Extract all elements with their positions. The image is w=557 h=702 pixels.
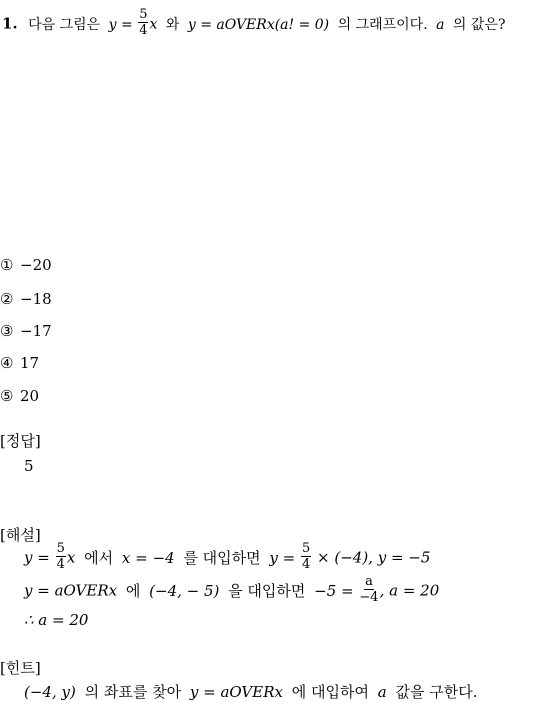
option-1[interactable] (0, 256, 52, 274)
hint-text2: 에 대입하여 (291, 683, 369, 701)
fraction-denominator: 4 (301, 557, 311, 572)
expl2-text2: 을 대입하면 (228, 581, 306, 600)
option-2[interactable] (0, 290, 52, 308)
expl1-fraction (56, 542, 66, 571)
hint-eq: y = aOVERx (189, 683, 283, 701)
hint-var: a (377, 683, 387, 701)
explanation-line-2 (24, 574, 440, 606)
expl2-text: 에 (125, 581, 141, 600)
expl2-point: (−4, − 5) (149, 581, 220, 600)
expl1-rhs-fraction (301, 542, 311, 571)
explanation-line-1 (24, 541, 431, 573)
expl2-fraction (359, 575, 378, 604)
option-value: −17 (20, 322, 52, 340)
fraction-denominator: 4 (56, 557, 65, 572)
expl1-text2: 를 대입하면 (183, 548, 261, 567)
expl1-rhs-lhs: y = (269, 548, 296, 567)
hint-point: (−4, y) (24, 683, 76, 701)
option-value: 17 (20, 354, 40, 372)
hint-text1: 의 좌표를 찾아 (84, 683, 182, 701)
question-eq1-var: x (149, 16, 158, 33)
question-var-a: a (436, 16, 445, 33)
fraction-denominator: 4 (139, 23, 148, 38)
option-value: −20 (20, 256, 52, 274)
expl2-eq: y = aOVERx (24, 581, 118, 600)
expl1-text: 에서 (84, 548, 114, 567)
question-conj: 와 (165, 16, 180, 33)
option-4[interactable] (0, 354, 39, 372)
question-number: 1. (2, 14, 18, 33)
fraction-numerator: 5 (56, 541, 65, 556)
option-3[interactable] (0, 322, 52, 340)
answer-label: [정답] (0, 432, 41, 450)
option-marker: ③ (0, 322, 14, 340)
explanation-line-3: ∴ a = 20 (24, 611, 89, 629)
expl2-lhs: −5 = (314, 581, 354, 600)
question-line (2, 7, 506, 39)
expl1-rhs-tail: × (−4), y = −5 (317, 548, 431, 567)
option-value: 20 (20, 387, 40, 405)
question-eq2: y = aOVERx(a! = 0) (187, 16, 330, 33)
option-marker: ⑤ (0, 387, 14, 405)
question-eq1-fraction (138, 8, 148, 37)
fraction-numerator: 5 (301, 541, 311, 556)
question-text-a: 다음 그림은 (28, 16, 101, 33)
expl1-sub: x = −4 (121, 548, 175, 567)
fraction-numerator: a (365, 574, 373, 589)
fraction-denominator: −4 (359, 590, 379, 605)
option-marker: ① (0, 256, 14, 274)
answer-value: 5 (24, 457, 34, 475)
expl1-lhs: y = (24, 548, 50, 567)
option-marker: ④ (0, 354, 14, 372)
question-text-b: 의 그래프이다. (337, 16, 428, 33)
fraction-numerator: 5 (139, 7, 148, 22)
option-value: −18 (20, 290, 52, 308)
explanation-label: [해설] (0, 526, 41, 544)
expl1-var: x (66, 548, 76, 567)
hint-text3: 값을 구한다. (395, 683, 478, 701)
hint-label: [힌트] (0, 659, 41, 677)
hint-line (24, 681, 477, 702)
option-marker: ② (0, 290, 14, 308)
question-eq1-lhs: y = (108, 16, 133, 33)
expl2-tail: , a = 20 (379, 581, 440, 600)
option-5[interactable] (0, 387, 39, 405)
question-text-c: 의 값은? (452, 16, 506, 33)
